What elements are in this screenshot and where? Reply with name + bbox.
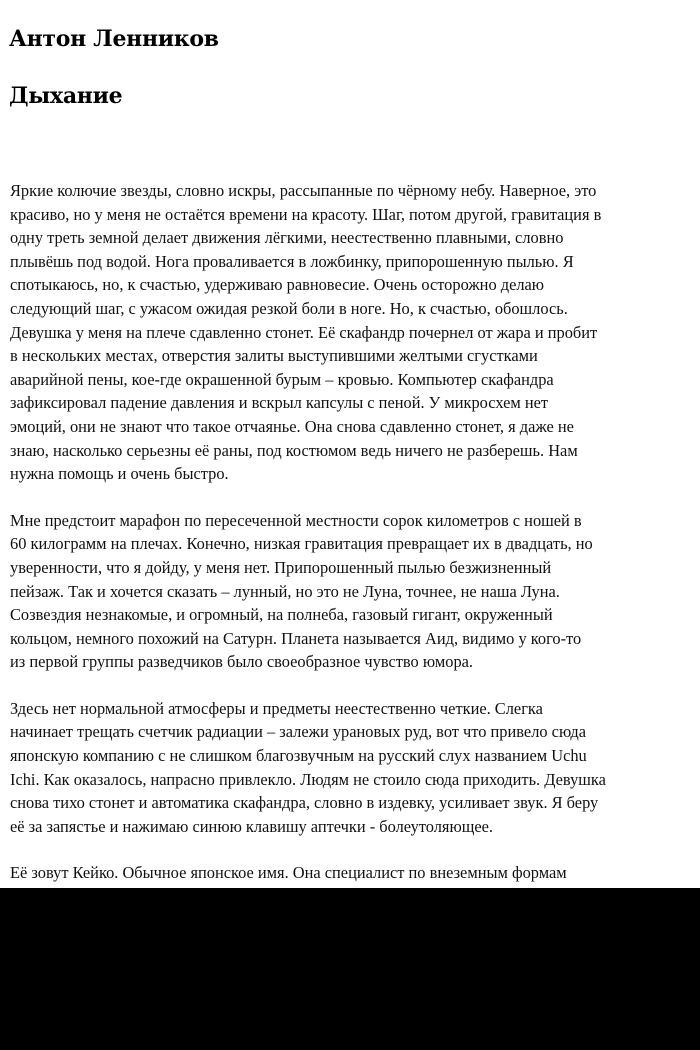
text-line: аварийной пены, кое-где окрашенной бурым – кровью. Компьютер скафандра (10, 369, 554, 389)
text-line: одну треть земной делает движения лёгкими, неестественно плавными, словно (10, 228, 564, 248)
text-line: из первой группы разведчиков было своеобразное чувство юмора. (10, 652, 474, 672)
text-line: японскую компанию с не слишком благозвучным на русский слух названием Uchu (10, 746, 587, 766)
paragraph (10, 179, 695, 486)
text-line: кольцом, немного похожий на Сатурн. Планета называется Аид, видимо у кого-то (10, 628, 582, 648)
text-line: в нескольких местах, отверстия залиты выступившими желтыми сгустками (10, 346, 538, 366)
text-line: снова тихо стонет и автоматика скафандра, словно в издевку, усиливает звук. Я беру (10, 793, 599, 813)
text-line: уверенности, что я дойду, у меня нет. Припорошенный пылью безжизненный (10, 557, 552, 577)
text-line: 60 килограмм на плечах. Конечно, низкая гравитация превращает их в двадцать, но (10, 534, 593, 554)
text-line: Созвездия незнакомые, и огромный, на полнеба, газовый гигант, окруженный (10, 605, 553, 625)
author-name: Антон Ленников (9, 26, 219, 52)
black-bottom-area (0, 888, 700, 1050)
text-line: плывёшь под водой. Нога проваливается в ложбинку, припорошенную пылью. Я (10, 251, 574, 271)
text-line: следующий шаг, с ужасом ожидая резкой боли в ноге. Но, к счастью, обошлось. (10, 298, 568, 318)
text-line: эмоций, они не знают что такое отчаянье. Она снова сдавленно стонет, я даже не (10, 416, 574, 436)
story-title: Дыхание (9, 83, 123, 109)
text-line: Ichi. Как оказалось, напрасно привлекло. Людям не стоило сюда приходить. Девушка (10, 769, 606, 789)
text-line: Её зовут Кейко. Обычное японское имя. Она специалист по внеземным формам (10, 863, 567, 883)
paragraph (10, 509, 695, 674)
text-line: пейзаж. Так и хочется сказать – лунный, но это не Луна, точнее, не наша Луна. (10, 581, 560, 601)
text-line: Здесь нет нормальной атмосферы и предметы неестественно четкие. Слегка (10, 698, 543, 718)
text-line: спотыкаюсь, но, к счастью, удерживаю равновесие. Очень осторожно делаю (10, 275, 545, 295)
text-line: Яркие колючие звезды, словно искры, рассыпанные по чёрному небу. Наверное, это (10, 181, 597, 200)
text-line: её за запястье и нажимаю синюю клавишу аптечки - болеутоляющее. (10, 816, 493, 836)
text-line: Девушка у меня на плече сдавленно стонет. Её скафандр почернел от жара и пробит (10, 322, 598, 342)
paragraph (10, 697, 695, 839)
text-line: начинает трещать счетчик радиации – залежи урановых руд, вот что привело сюда (10, 722, 586, 742)
text-line: красиво, но у меня не остаётся времени на красоту. Шаг, потом другой, гравитация в (10, 204, 602, 224)
text-line: знаю, насколько серьезны её раны, под костюмом ведь ничего не разберешь. Нам (10, 440, 578, 460)
text-line: нужна помощь и очень быстро. (10, 464, 229, 484)
story-body (10, 179, 695, 932)
text-line: зафиксировал падение давления и вскрыл капсулы с пеной. У микросхем нет (10, 393, 549, 413)
text-line: Мне предстоит марафон по пересеченной местности сорок километров с ношей в (10, 510, 582, 530)
